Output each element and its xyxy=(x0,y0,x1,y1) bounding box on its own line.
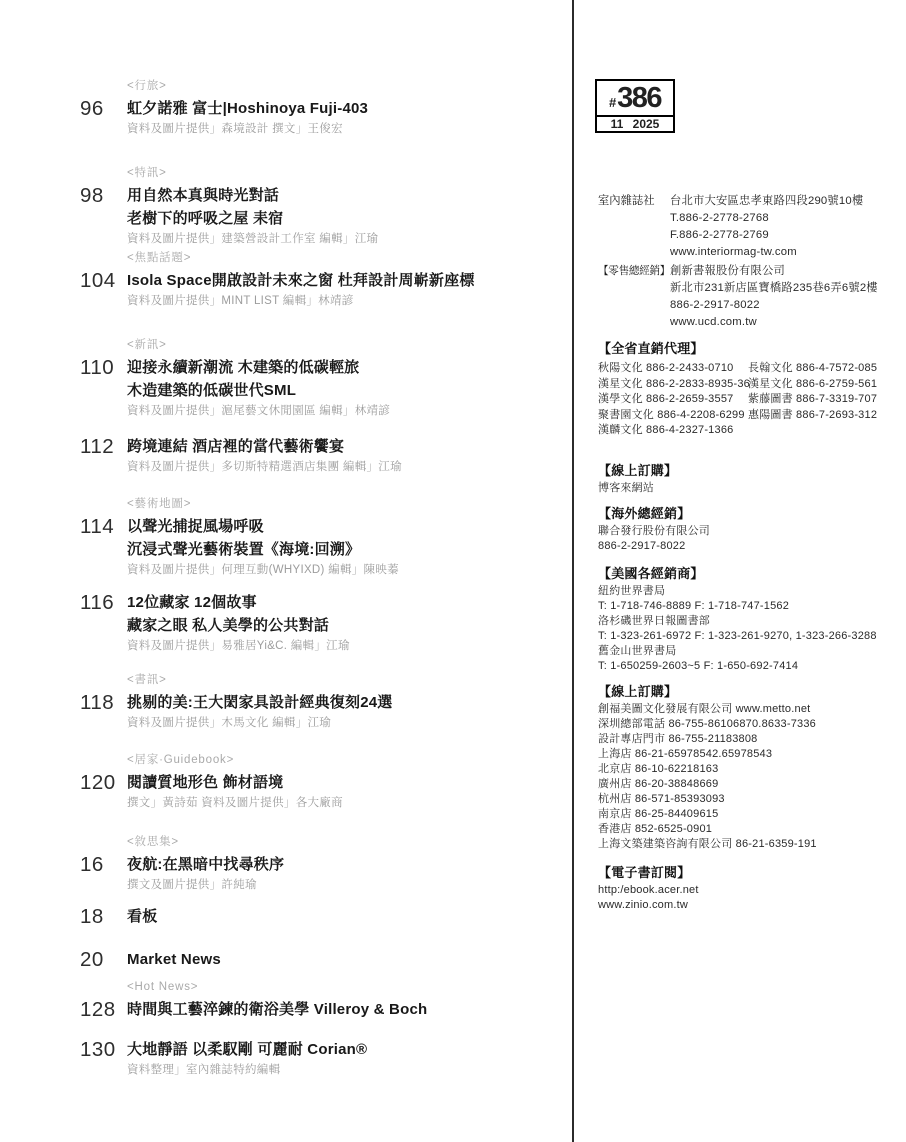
usa-line: T: 1-323-261-6972 F: 1-323-261-9270, 1-323-266-3288 xyxy=(598,630,877,642)
article-credit: 資料及圖片提供」建築營設計工作室 編輯」江瑜 xyxy=(127,233,379,245)
article-title-line: 老樹下的呼吸之屋 耒宿 xyxy=(127,210,284,227)
online-order-block xyxy=(598,463,903,496)
usa-heading: 【美國各經銷商】 xyxy=(598,566,704,581)
article-title-line: 沉浸式聲光藝術裝置《海境:回溯》 xyxy=(127,541,361,558)
issue-number-row xyxy=(597,81,673,115)
china-store-line: 上海店 86-21-65978542.65978543 xyxy=(598,748,773,760)
article-credit: 資料及圖片提供」易雅居Yi&C. 編輯」江瑜 xyxy=(127,640,350,652)
china-store-line: 香港店 852-6525-0901 xyxy=(598,823,713,835)
masthead-address: 台北市大安區忠孝東路四段290號10樓 xyxy=(670,195,864,207)
article-title xyxy=(127,691,545,714)
section-label: <藝術地圖> xyxy=(127,498,192,510)
page-number: 96 xyxy=(80,97,104,120)
article-title-line: Market News xyxy=(127,951,221,968)
article-title xyxy=(127,435,545,458)
masthead-fax: F.886-2-2778-2769 xyxy=(670,229,769,241)
usa-line: 紐約世界書局 xyxy=(598,585,666,597)
page-number: 104 xyxy=(80,269,116,292)
section-label: <行旅> xyxy=(127,80,167,92)
page-number: 18 xyxy=(80,905,104,928)
direct-sales-block xyxy=(598,341,903,439)
retail-address: 新北市231新店區寶橋路235巷6弄6號2樓 xyxy=(670,282,878,294)
retail-company: 創新書報股份有限公司 xyxy=(670,265,785,277)
overseas-line: 聯合發行股份有限公司 xyxy=(598,525,710,537)
retail-distributor-block xyxy=(598,263,903,331)
page-number: 114 xyxy=(80,515,115,538)
article-credit: 資料及圖片提供」森境設計 撰文」王俊宏 xyxy=(127,123,343,135)
article-title-line: 時間與工藝淬鍊的衛浴美學 Villeroy & Boch xyxy=(127,1001,428,1018)
publisher-info-column xyxy=(595,0,906,1142)
china-store-line: 深圳總部電話 86-755-86106870.8633-7336 xyxy=(598,718,816,730)
issue-number-box xyxy=(595,79,675,133)
usa-line: T: 1-718-746-8889 F: 1-718-747-1562 xyxy=(598,600,790,612)
column-divider-line xyxy=(572,0,574,1142)
retail-phone: 886-2-2917-8022 xyxy=(670,299,760,311)
ebook-subscription-block xyxy=(598,865,903,913)
online-order-china-block xyxy=(598,684,903,852)
article-title xyxy=(127,97,545,120)
distributor-line: 紫藤圖書 886-7-3319-707 xyxy=(748,393,878,405)
article-title-line: 以聲光捕捉風場呼吸 xyxy=(127,518,264,535)
article-title xyxy=(127,948,545,971)
issue-hash-symbol: # xyxy=(608,95,617,110)
retail-website: www.ucd.com.tw xyxy=(670,316,757,328)
toc-entry xyxy=(0,251,545,308)
article-credit: 資料及圖片提供」何理互動(WHYIXD) 編輯」陳映蓁 xyxy=(127,564,399,576)
usa-line: T: 1-650259-2603~5 F: 1-650-692-7414 xyxy=(598,660,799,672)
china-store-line: 創福美圖文化發展有限公司 www.metto.net xyxy=(598,703,811,715)
article-title-line: 木造建築的低碳世代SML xyxy=(127,382,297,399)
article-credit: 撰文及圖片提供」許純瑜 xyxy=(127,879,257,891)
distributor-line: 漢麟文化 886-4-2327-1366 xyxy=(598,424,734,436)
toc-entry xyxy=(0,1038,545,1077)
toc-entry xyxy=(0,591,545,653)
toc-entry xyxy=(0,905,545,928)
article-title xyxy=(127,184,545,230)
toc-entry xyxy=(0,835,545,892)
china-store-line: 上海文築建築咨詢有限公司 86-21-6359-191 xyxy=(598,838,817,850)
usa-line: 舊金山世界書局 xyxy=(598,645,677,657)
article-title xyxy=(127,591,545,637)
article-title xyxy=(127,771,545,794)
article-title-line: 閱讀質地形色 飾材語境 xyxy=(127,774,284,791)
section-label: <特訊> xyxy=(127,167,167,179)
online-order-heading: 【線上訂購】 xyxy=(598,463,678,478)
article-title-line: 用自然本真與時光對話 xyxy=(127,187,280,204)
page-number: 120 xyxy=(80,771,116,794)
article-credit: 撰文」黃詩茹 資料及圖片提供」各大廠商 xyxy=(127,797,343,809)
ebook-url: www.zinio.com.tw xyxy=(598,899,688,911)
article-title-line: 跨境連結 酒店裡的當代藝術饗宴 xyxy=(127,438,345,455)
article-title xyxy=(127,515,545,561)
china-store-line: 南京店 86-25-84409615 xyxy=(598,808,719,820)
distributor-line: 惠陽圖書 886-7-2693-312 xyxy=(748,408,878,421)
article-title-line: 12位藏家 12個故事 xyxy=(127,594,257,611)
section-label: <新訊> xyxy=(127,339,167,351)
toc-entry xyxy=(0,497,545,577)
overseas-distributor-block xyxy=(598,506,903,554)
page-number: 116 xyxy=(80,591,115,614)
article-credit: 資料整理」室內雜誌特約編輯 xyxy=(127,1064,281,1076)
toc-entry xyxy=(0,338,545,418)
distributor-line: 聚書園文化 886-4-2208-6299 xyxy=(598,408,745,421)
ebook-url: http:/ebook.acer.net xyxy=(598,884,699,896)
article-title-line: 藏家之眼 私人美學的公共對話 xyxy=(127,617,329,634)
article-title-line: 挑剔的美:王大閎家具設計經典復刻24選 xyxy=(127,694,393,711)
overseas-heading: 【海外總經銷】 xyxy=(598,506,691,521)
article-title xyxy=(127,905,545,928)
masthead-label: 室內雜誌社 xyxy=(598,195,655,207)
article-title-line: 夜航:在黑暗中找尋秩序 xyxy=(127,856,285,873)
article-title xyxy=(127,853,545,876)
page-number: 110 xyxy=(80,356,115,379)
article-title xyxy=(127,998,545,1021)
direct-sales-heading: 【全省直銷代理】 xyxy=(598,341,704,356)
article-title-line: Isola Space開啟設計未來之窗 杜拜設計周嶄新座標 xyxy=(127,272,475,289)
article-credit: 資料及圖片提供」滬尾藝文休閒園區 編輯」林靖諺 xyxy=(127,405,391,417)
usa-distributors-block xyxy=(598,566,903,674)
toc-entry xyxy=(0,753,545,810)
article-title-line: 看板 xyxy=(127,908,158,925)
china-store-line: 廣州店 86-20-38848669 xyxy=(598,778,719,790)
issue-date: 11 2025 xyxy=(597,115,673,132)
article-credit: 資料及圖片提供」MINT LIST 編輯」林靖諺 xyxy=(127,295,354,307)
china-store-line: 設計專店門市 86-755-21183808 xyxy=(598,733,758,745)
section-label: <Hot News> xyxy=(127,981,199,993)
section-label: <書訊> xyxy=(127,674,167,686)
page-number: 130 xyxy=(80,1038,116,1061)
article-title-line: 迎接永續新潮流 木建築的低碳輕旅 xyxy=(127,359,360,376)
online-order-china-heading: 【線上訂購】 xyxy=(598,684,678,699)
article-title xyxy=(127,1038,545,1061)
section-label: <居家·Guidebook> xyxy=(127,754,235,766)
article-credit: 資料及圖片提供」多切斯特精選酒店集團 編輯」江瑜 xyxy=(127,461,402,473)
distributor-line: 漢星文化 886-2-2833-8935-36 xyxy=(598,377,750,390)
masthead-phone: T.886-2-2778-2768 xyxy=(670,212,769,224)
page-number: 128 xyxy=(80,998,116,1021)
overseas-line: 886-2-2917-8022 xyxy=(598,540,686,552)
page-number: 20 xyxy=(80,948,104,971)
toc-entry xyxy=(0,79,545,136)
article-title-line: 大地靜語 以柔馭剛 可麗耐 Corian® xyxy=(127,1041,368,1058)
online-order-line: 博客來網站 xyxy=(598,482,654,494)
issue-number: 386 xyxy=(617,82,662,114)
china-store-line: 杭州店 86-571-85393093 xyxy=(598,793,725,805)
toc-entry xyxy=(0,673,545,730)
toc-entry xyxy=(0,948,545,971)
masthead-website: www.interiormag-tw.com xyxy=(670,246,797,258)
section-label: <焦點話題> xyxy=(127,252,192,264)
toc-entry xyxy=(0,435,545,474)
page-number: 112 xyxy=(80,435,115,458)
distributor-line: 漢星文化 886-6-2759-561 xyxy=(748,377,878,390)
section-label: <敘思集> xyxy=(127,836,179,848)
retail-label: 【零售總經銷】 xyxy=(598,265,671,277)
page-number: 118 xyxy=(80,691,115,714)
distributor-line: 漢學文化 886-2-2659-3557 xyxy=(598,393,734,405)
article-title xyxy=(127,269,545,292)
toc-entry xyxy=(0,166,545,246)
article-credit: 資料及圖片提供」木馬文化 編輯」江瑜 xyxy=(127,717,332,729)
toc-entry xyxy=(0,980,545,1021)
ebook-heading: 【電子書訂閱】 xyxy=(598,865,691,880)
article-title xyxy=(127,356,545,402)
article-title-line: 虹夕諾雅 富士|Hoshinoya Fuji-403 xyxy=(127,100,369,117)
page-number: 98 xyxy=(80,184,104,207)
distributor-line: 長翰文化 886-4-7572-085 xyxy=(748,362,878,374)
china-store-line: 北京店 86-10-62218163 xyxy=(598,763,719,775)
distributor-line: 秋陽文化 886-2-2433-0710 xyxy=(598,362,734,374)
page-number: 16 xyxy=(80,853,104,876)
usa-line: 洛杉磯世界日報圖書部 xyxy=(598,615,710,627)
masthead-block xyxy=(598,193,903,261)
